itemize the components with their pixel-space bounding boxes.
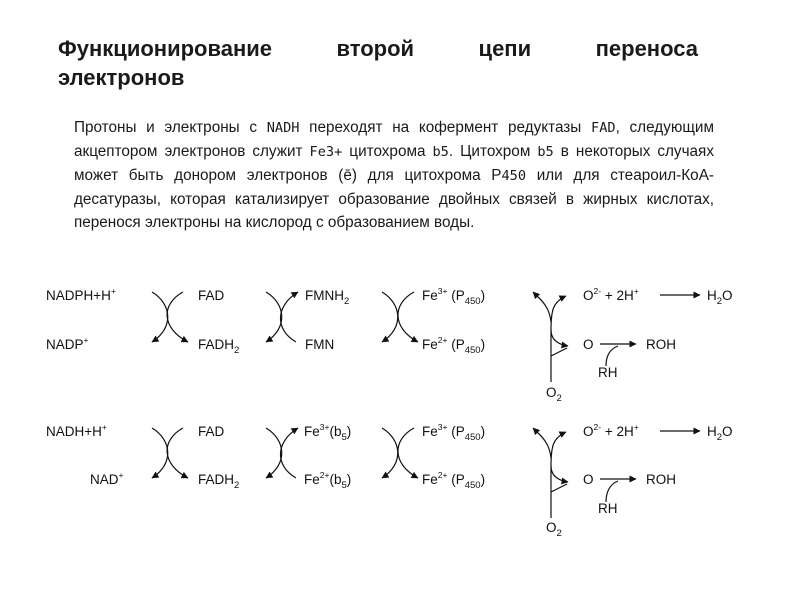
roh-label: ROH xyxy=(646,337,676,352)
rh-label: RH xyxy=(598,365,618,380)
o2-tail-line xyxy=(551,348,567,356)
cross-arrow-3b xyxy=(398,428,418,478)
fe2-to-o2-curve xyxy=(537,432,551,458)
text-part: переходят на кофермент редуктазы xyxy=(299,119,592,136)
nad-label: NAD+ xyxy=(90,470,124,487)
fe2-p450-label: $Fe^{2+}$ $(P_{450})$ xyxy=(422,470,486,491)
o-label: O xyxy=(583,472,594,487)
cross-arrow-3a xyxy=(382,292,398,342)
fe2-b5-label: $Fe^{2+}(b_5)$ xyxy=(304,470,352,491)
text-part: в некоторых случаях может быть донором электронов (ē) для цитохрома Р xyxy=(74,143,714,184)
term-b5: b5 xyxy=(432,144,449,160)
electron-arrow xyxy=(533,428,537,432)
fadh2-label: $FADH_2$ xyxy=(198,472,240,491)
title-word-3: цепи xyxy=(478,36,532,61)
term-fad: FAD xyxy=(591,120,616,136)
o2-to-o2minus-arrow xyxy=(551,432,566,466)
fe3-b5-label: $Fe^{3+}(b_5)$ xyxy=(304,422,352,443)
term-b5: b5 xyxy=(537,144,554,160)
cross-arrow-2b xyxy=(280,292,298,342)
electron-transport-scheme xyxy=(0,270,800,540)
cross-arrow-2a xyxy=(266,292,282,342)
o2minus-2h-label: $O^{2-} + 2H^+$ xyxy=(583,286,639,303)
term-450: 450 xyxy=(501,168,527,184)
fad-label: FAD xyxy=(198,288,225,303)
title-word-2: второй xyxy=(336,36,415,61)
cross-arrow-1b xyxy=(167,292,188,342)
title-word-1: Функционирование xyxy=(58,36,273,61)
fe2-to-o2-curve xyxy=(537,296,551,322)
text-part: или для стеароил-КоА-десатуразы, которая катализирует образование двойных связей в жирных кислотах, перенося электроны на кислород с образованием воды. xyxy=(74,167,714,231)
o2-tail-line xyxy=(551,484,567,492)
roh-label: ROH xyxy=(646,472,676,487)
scheme-1 xyxy=(46,286,733,404)
term-nadh: NADH xyxy=(266,120,300,136)
fe3-p450-label: $Fe^{3+}$ $(P_{450})$ xyxy=(422,286,486,307)
o2-to-o-arrow xyxy=(551,330,568,346)
title-line-1 xyxy=(58,34,698,63)
cross-arrow-2b xyxy=(280,428,298,478)
o-label: O xyxy=(583,337,594,352)
fmnh2-label: $FMNH_2$ xyxy=(305,288,350,307)
cross-arrow-1a xyxy=(152,292,168,342)
fad-label: FAD xyxy=(198,424,225,439)
cross-arrow-2a xyxy=(266,428,282,478)
title-line-2: электронов xyxy=(58,65,185,90)
scheme-2 xyxy=(46,422,733,539)
o2-label: $O_2$ xyxy=(546,520,562,539)
nadh-label: NADH+H+ xyxy=(46,422,107,439)
o2-to-o2minus-arrow xyxy=(551,296,566,330)
title-word-4: переноса xyxy=(595,36,698,61)
term-fe3: Fe3+ xyxy=(309,144,343,160)
rh-curve xyxy=(606,346,618,366)
nadph-label: NADPH+H+ xyxy=(46,286,116,303)
o2-to-o-arrow xyxy=(551,466,568,482)
o2minus-2h-label: $O^{2-} + 2H^+$ xyxy=(583,422,639,439)
rh-label: RH xyxy=(598,501,618,516)
body-paragraph xyxy=(74,116,714,234)
fe2-p450-label: $Fe^{2+}$ $(P_{450})$ xyxy=(422,335,486,356)
h2o-label: $H_2O$ xyxy=(707,288,733,307)
text-part: Протоны и электроны с xyxy=(74,119,267,136)
o2-label: $O_2$ xyxy=(546,385,562,404)
text-part: . Цитохром xyxy=(448,143,538,160)
cross-arrow-3a xyxy=(382,428,398,478)
fadh2-label: $FADH_2$ xyxy=(198,337,240,356)
nadp-label: NADP+ xyxy=(46,335,89,352)
electron-arrow xyxy=(533,292,537,296)
fe3-p450-label: $Fe^{3+}$ $(P_{450})$ xyxy=(422,422,486,443)
text-part: , следующим акцептором электронов служит xyxy=(74,119,714,160)
slide-title xyxy=(58,34,698,92)
h2o-label: $H_2O$ xyxy=(707,424,733,443)
cross-arrow-3b xyxy=(398,292,418,342)
cross-arrow-1b xyxy=(167,428,188,478)
fmn-label: FMN xyxy=(305,337,335,352)
cross-arrow-1a xyxy=(152,428,168,478)
text-part: цитохрома xyxy=(342,143,433,160)
rh-curve xyxy=(606,481,618,502)
